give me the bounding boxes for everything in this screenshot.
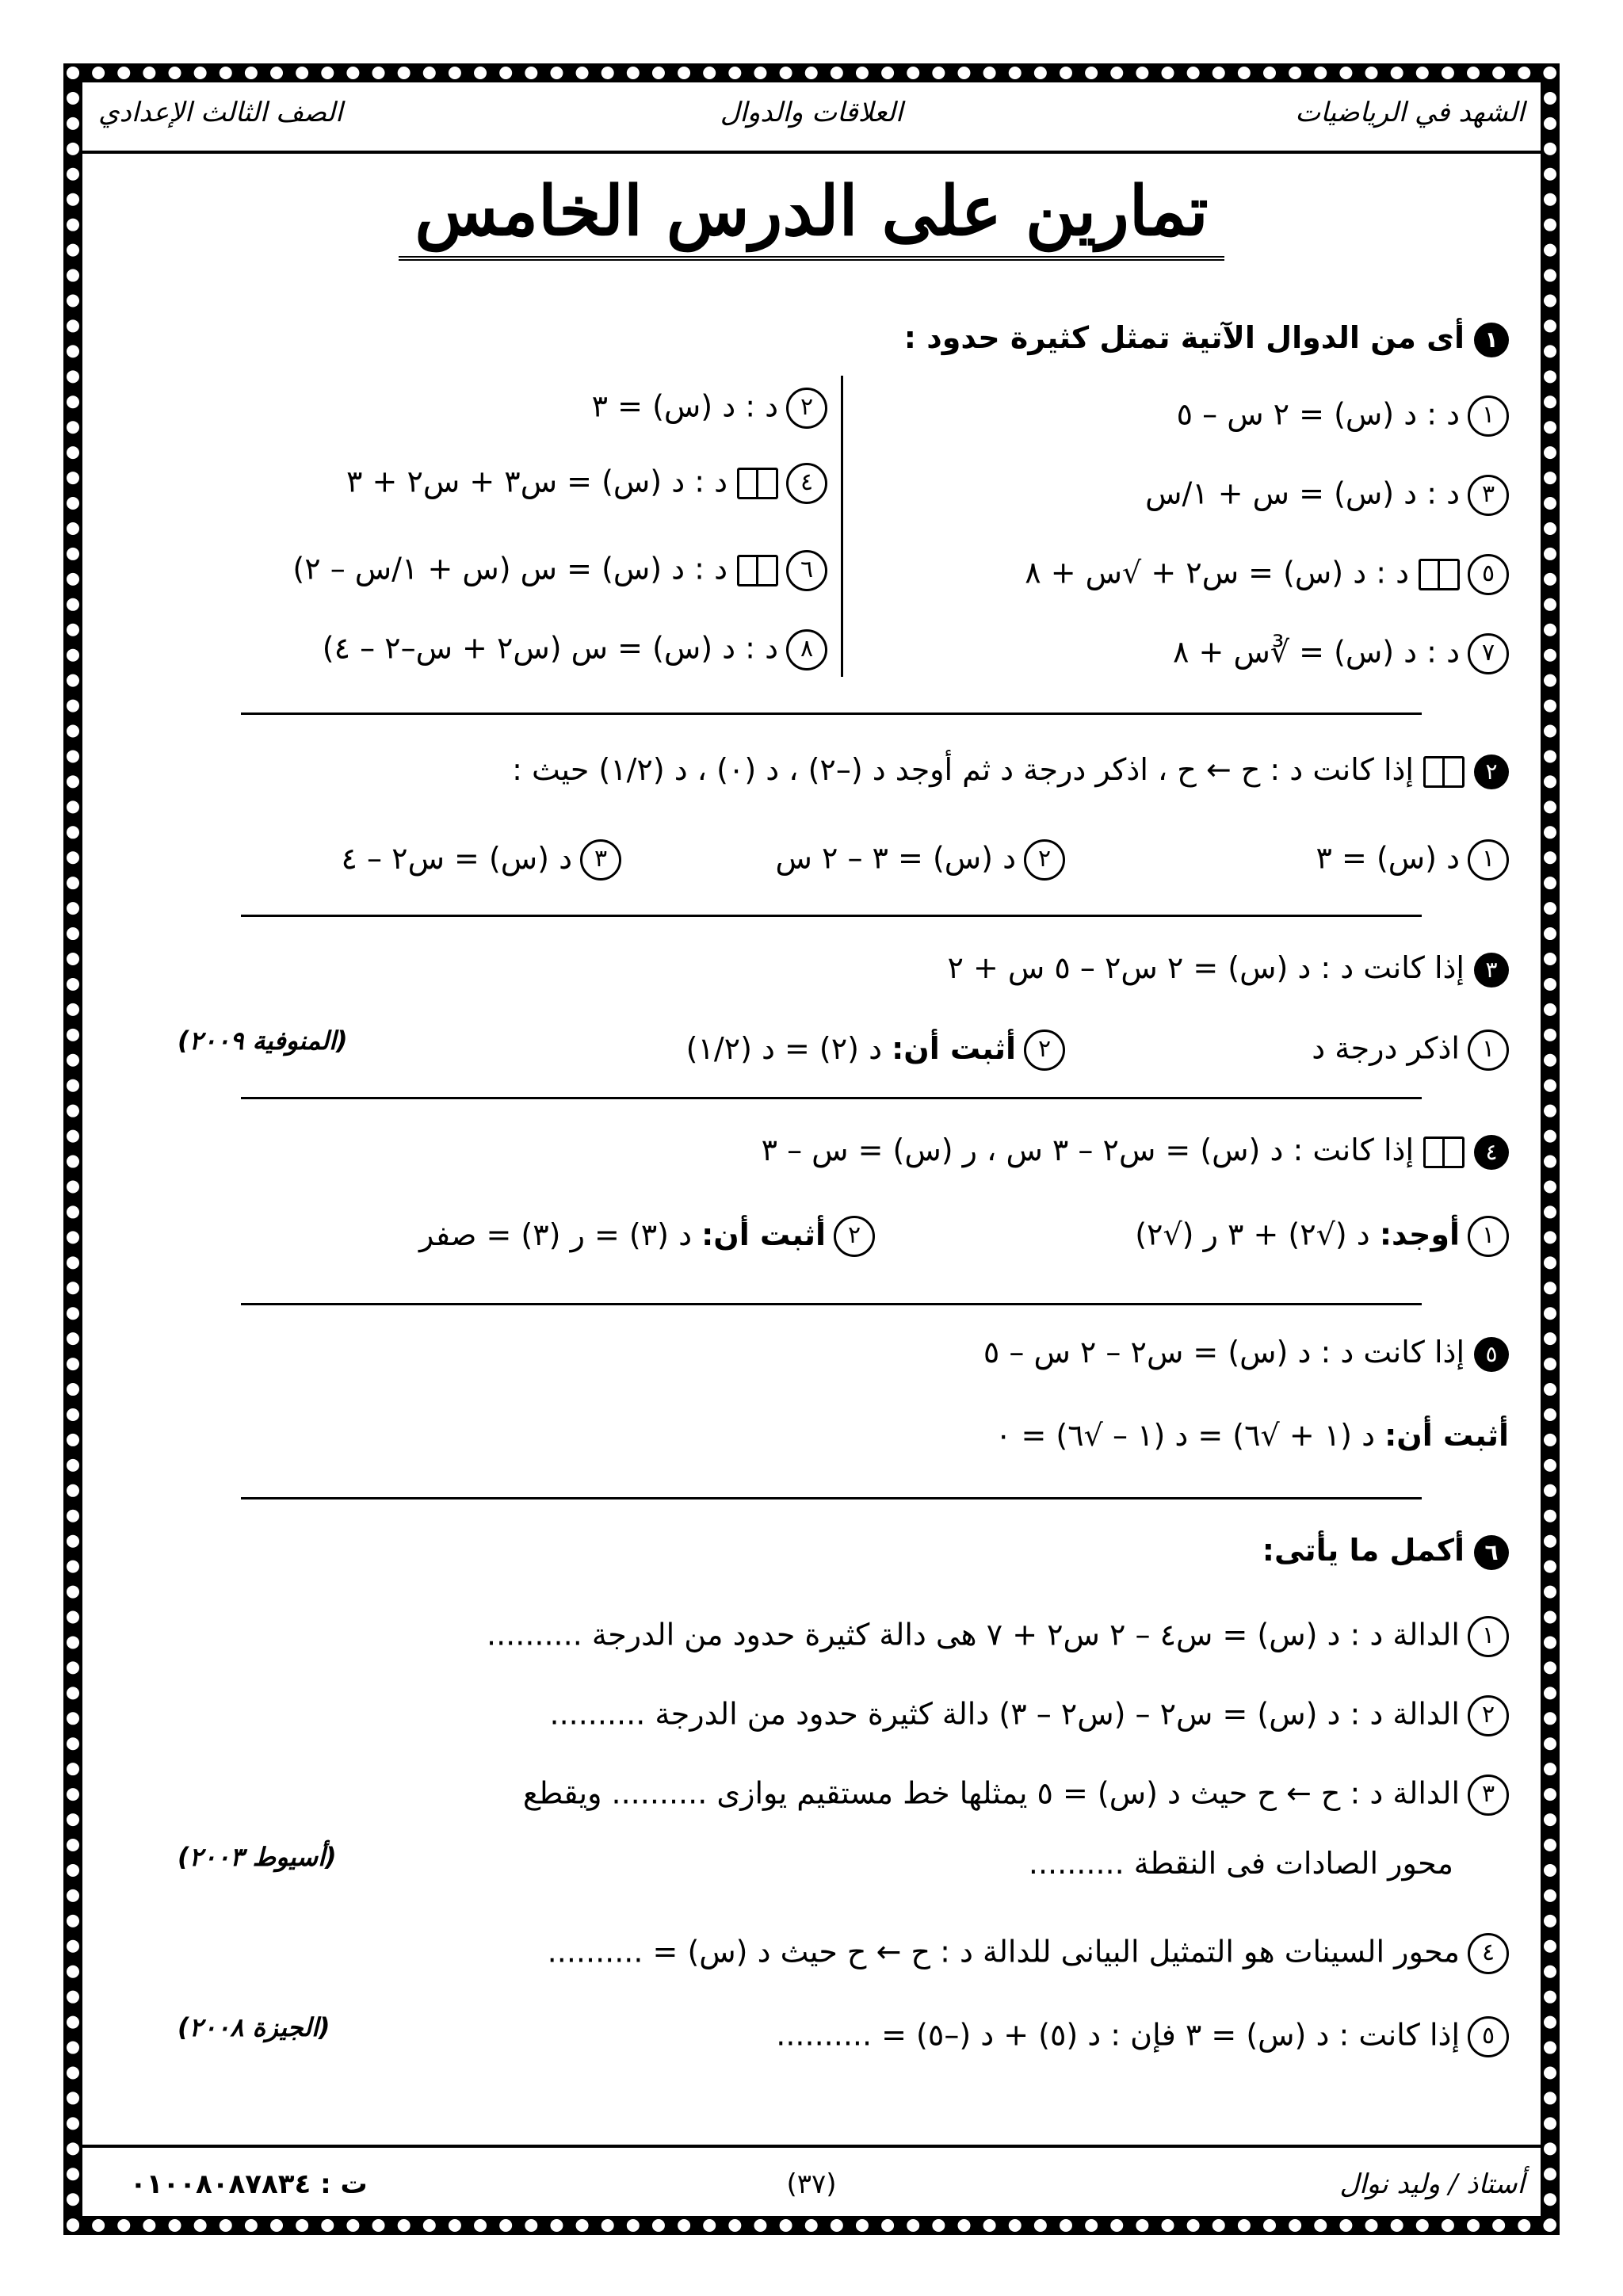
book-icon [737,468,778,499]
page-content [82,82,1541,2216]
q1-item-1: ١د : د (س) = ٢ س – ٥ [1177,395,1509,437]
q1-item-3: ٣د : د (س) = س + ١/س [1145,475,1509,516]
page-title: تمارين على الدرس الخامس [82,171,1541,251]
q5-number: ٥ [1474,1337,1509,1372]
q6-item-1: ١الدالة د : د (س) = س٤ – ٢ س٢ + ٧ هى دالة كثيرة حدود من الدرجة .......... [114,1616,1509,1657]
q1-item-7: ٧د : د (س) = ∛س + ٨ [1173,633,1509,674]
header-subject: الشهد في الرياضيات [1295,97,1525,128]
q1-item-6: ٦د : د (س) = س (س + ١/س – ٢) [292,550,827,591]
q6-item-3-continuation: محور الصادات فى النقطة .......... [1028,1846,1453,1881]
q3-reference: (المنوفية ٢٠٠٩) [178,1026,348,1056]
q1-item-5: ٥د : د (س) = س٢ + √س + ٨ [1025,554,1509,595]
q3-number: ٣ [1474,953,1509,988]
q6-heading: ٦أكمل ما يأتى: [114,1533,1509,1570]
q4-number: ٤ [1474,1135,1509,1170]
q2-heading: ٢إذا كانت د : ح ← ح ، اذكر درجة د ثم أوجد د (–٢) ، د (٠) ، د (١/٢) حيث : [114,752,1509,789]
header-topic: العلاقات والدوال [720,97,903,128]
section-divider [241,1097,1422,1099]
q6-item-2: ٢الدالة د : د (س) = س٢ – (س٢ – ٣) دالة كثيرة حدود من الدرجة .......... [114,1695,1509,1736]
q4-heading: ٤إذا كانت : د (س) = س٢ – ٣ س ، ر (س) = س – ٣ [114,1133,1509,1170]
q1-column-divider [841,376,843,677]
q6-number: ٦ [1474,1535,1509,1570]
section-divider [241,1497,1422,1499]
q6-item-4: ٤محور السينات هو التمثيل البيانى للدالة د : ح ← ح حيث د (س) = .......... [114,1933,1509,1974]
book-icon [1423,756,1465,788]
q6-item-3: ٣الدالة د : ح ← ح حيث د (س) = ٥ يمثلها خط مستقيم يوازى .......... ويقطع [114,1775,1509,1816]
footer-teacher: أستاذ / وليد نوال [1339,2168,1525,2200]
q5-heading: ٥إذا كانت د : د (س) = س٢ – ٢ س – ٥ [114,1335,1509,1372]
q6-item-5: ٥إذا كانت : د (س) = ٣ فإن : د (٥) + د (–٥) = .......... [114,2016,1509,2057]
q6-reference-2: (الجيزة ٢٠٠٨) [178,2012,330,2042]
footer-phone: ت : ٠١٠٠٨٠٨٧٨٣٤ [130,2168,368,2200]
q1-item-2: ٢د : د (س) = ٣ [592,388,827,429]
q1-number: ١ [1474,323,1509,357]
q1-item-4: ٤د : د (س) = س٣ + س٢ + ٣ [346,463,827,504]
q2-number: ٢ [1474,755,1509,789]
q6-reference-1: (أسيوط ٢٠٠٣) [178,1842,337,1872]
section-divider [241,915,1422,917]
q1-item-8: ٨د : د (س) = س (س٢ + س–٢ – ٤) [323,629,827,670]
q1-heading: ١أى من الدوال الآتية تمثل كثيرة حدود : [114,320,1509,357]
q3-items: ١اذكر درجة د٢أثبت أن: د (٢) = د (١/٢) [114,1030,1509,1071]
q2-items: ١د (س) = ٣٢د (س) = ٣ – ٢ س٣د (س) = س٢ – ٤ [114,839,1509,881]
section-divider [241,712,1422,715]
header-grade: الصف الثالث الإعدادي [98,97,343,128]
footer-divider [82,2145,1541,2148]
book-icon [737,555,778,586]
book-icon [1423,1137,1465,1168]
q3-heading: ٣إذا كانت د : د (س) = ٢ س٢ – ٥ س + ٢ [114,950,1509,988]
book-icon [1419,559,1460,590]
header-divider [82,151,1541,154]
q5-statement: أثبت أن: د (١ + √٦) = د (١ – √٦) = ٠ [995,1418,1509,1453]
section-divider [241,1303,1422,1305]
page-number: (٣٧) [786,2168,837,2200]
q4-items: ١أوجد: د (√٢) + ٣ ر (√٢)٢أثبت أن: د (٣) = ر (٣) = صفر [114,1216,1509,1257]
